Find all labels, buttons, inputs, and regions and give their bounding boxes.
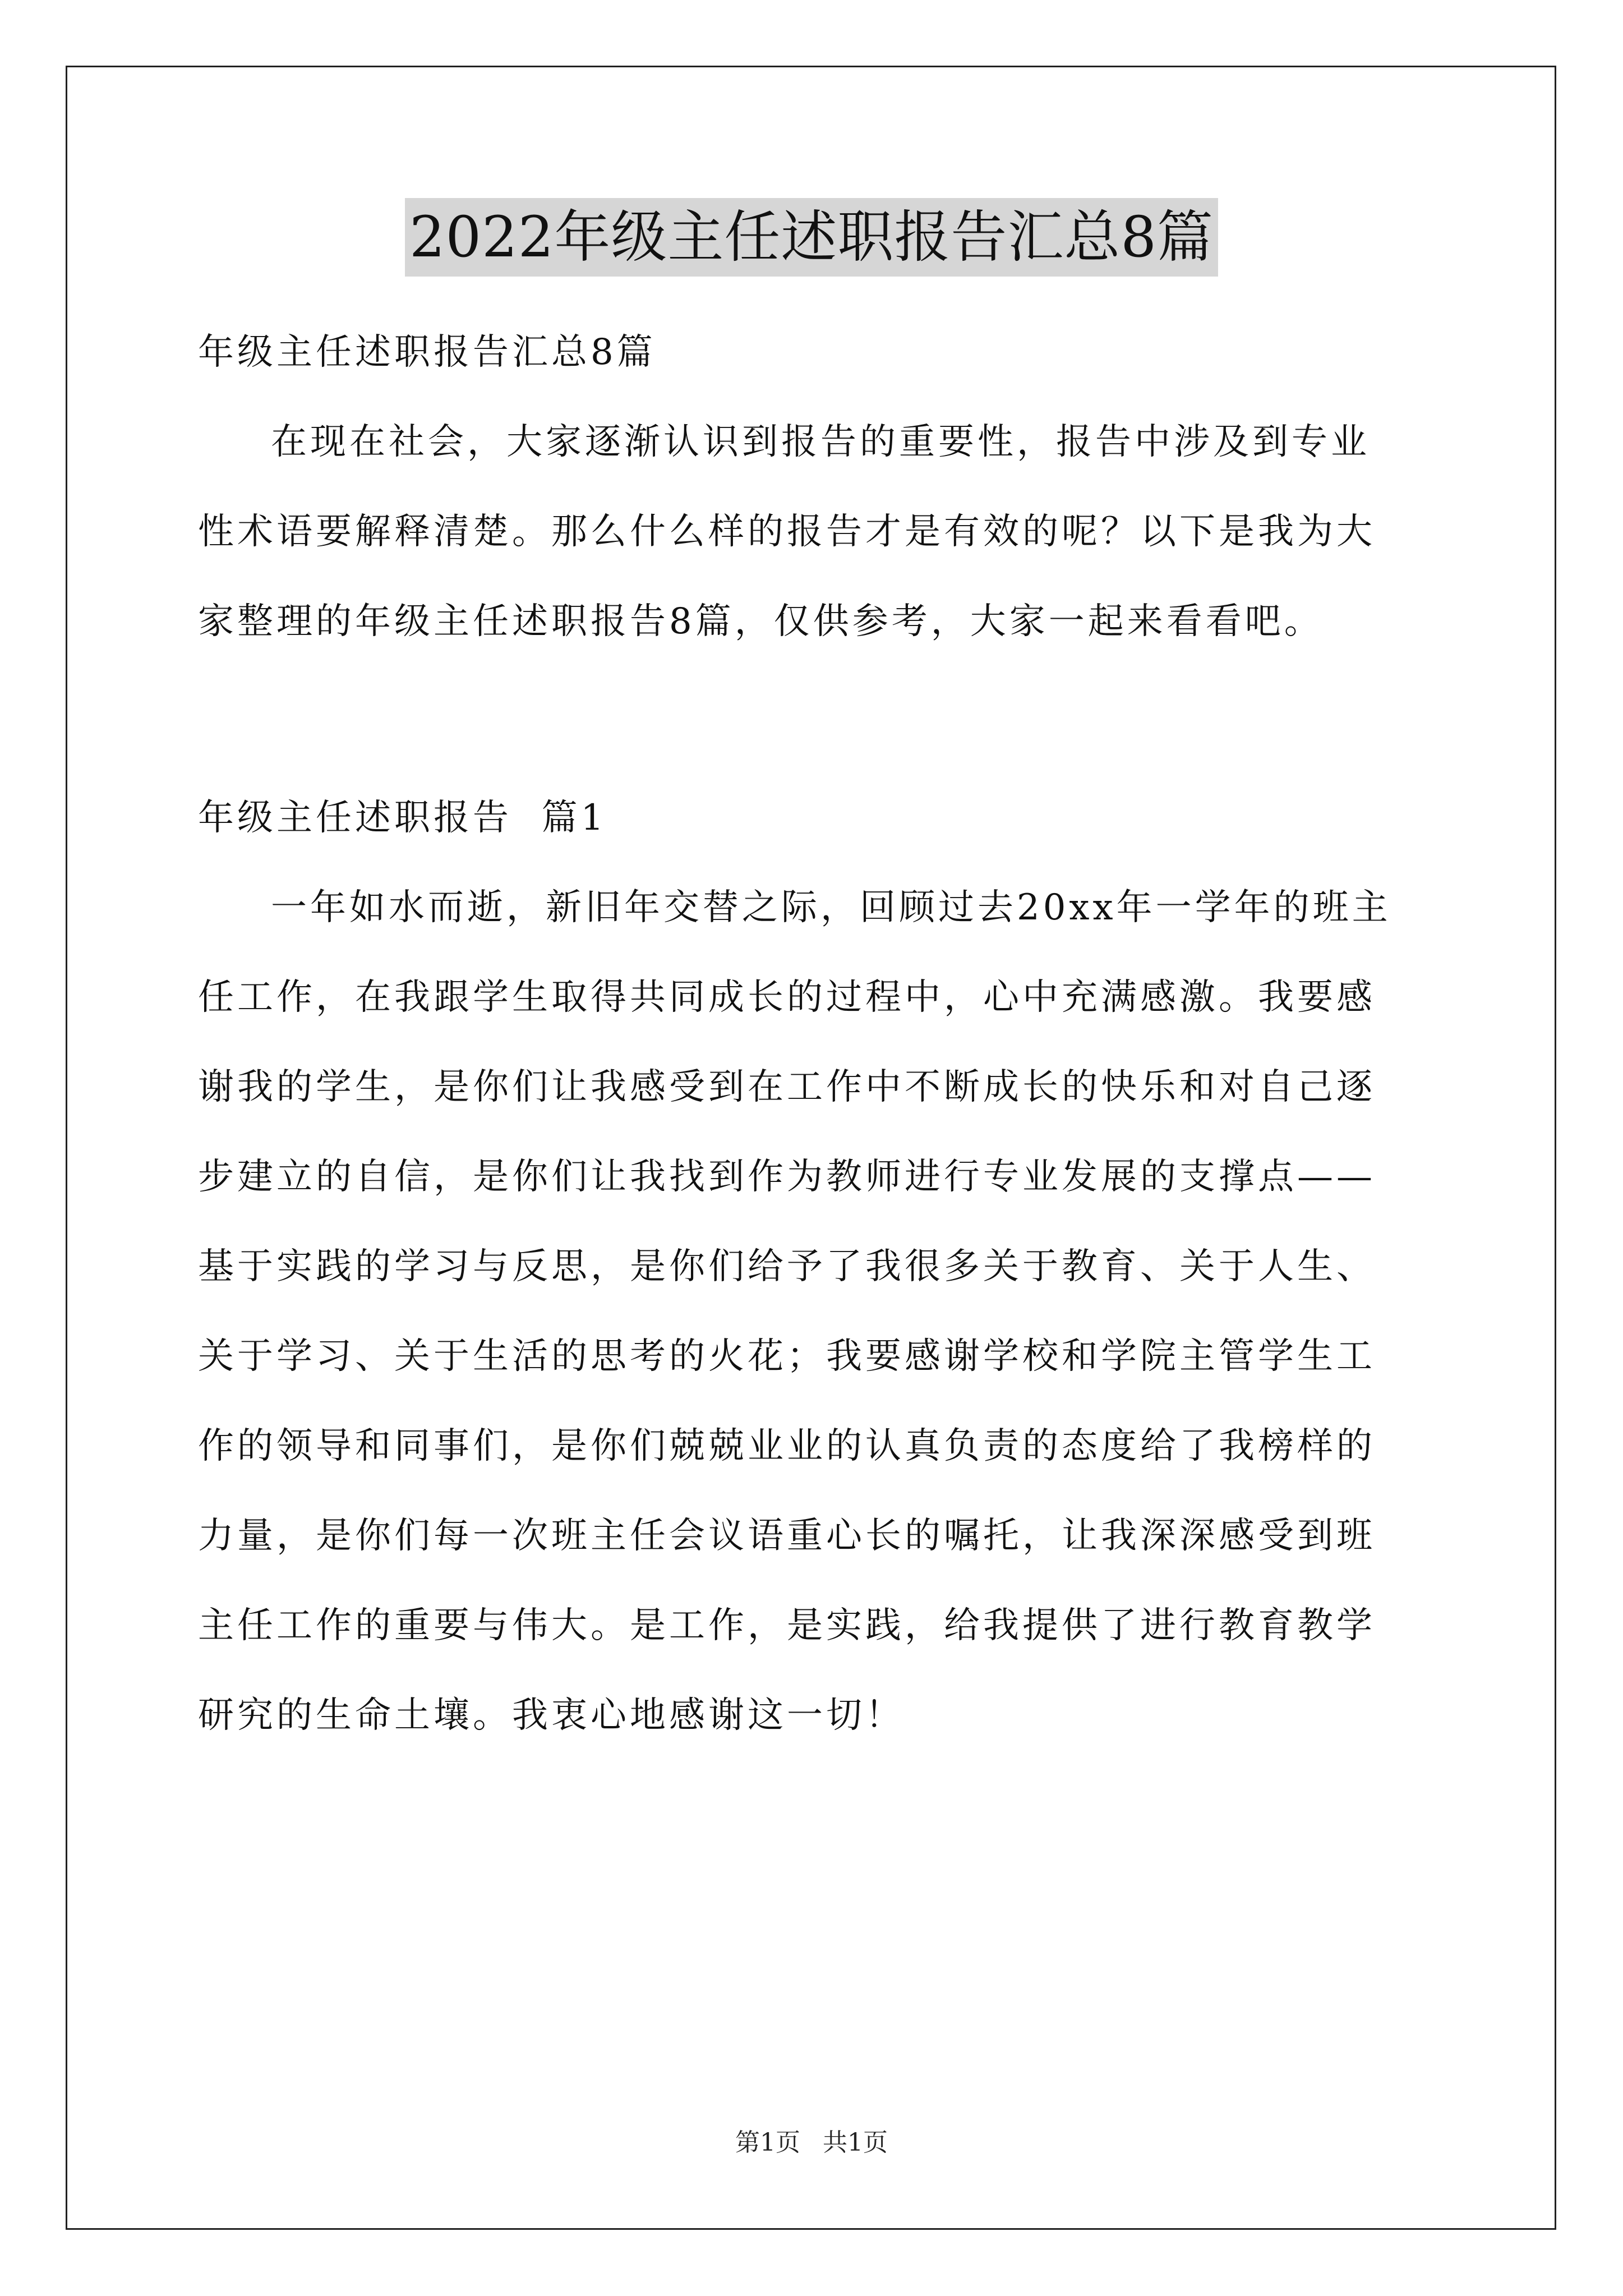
body-line: 步建立的自信，是你们让我找到作为教师进行专业发展的支撑点—— [198,1156,1376,1198]
document-body [198,307,1426,1760]
page-total: 共1页 [823,2128,888,2157]
page-number: 第1页 [735,2128,800,2157]
intro-line: 在现在社会，大家逐渐认识到报告的重要性，报告中涉及到专业 [271,421,1370,463]
section-gap [198,666,1426,773]
body-line: 基于实践的学习与反思，是你们给予了我很多关于教育、关于人生、 [198,1246,1376,1287]
document-title: 2022年级主任述职报告汇总8篇 [405,198,1218,277]
subtitle: 年级主任述职报告汇总8篇 [198,332,656,373]
body-line: 作的领导和同事们，是你们兢兢业业的认真负责的态度给了我榜样的 [198,1425,1376,1467]
section-heading: 年级主任述职报告 篇1 [198,797,607,839]
intro-line: 性术语要解释清楚。那么什么样的报告才是有效的呢？以下是我为大 [198,511,1376,553]
body-line: 任工作，在我跟学生取得共同成长的过程中，心中充满感激。我要感 [198,977,1376,1018]
body-line: 力量，是你们每一次班主任会议语重心长的嘱托，让我深深感受到班 [198,1515,1376,1557]
intro-line: 家整理的年级主任述职报告8篇，仅供参考，大家一起来看看吧。 [198,601,1324,642]
page-footer [0,2126,1623,2160]
body-line: 研究的生命土壤。我衷心地感谢这一切！ [198,1695,905,1736]
body-line: 一年如水而逝，新旧年交替之际，回顾过去20xx年一学年的班主 [271,887,1391,928]
body-line: 关于学习、关于生活的思考的火花；我要感谢学校和学院主管学生工 [198,1336,1376,1377]
body-line: 谢我的学生，是你们让我感受到在工作中不断成长的快乐和对自己逐 [198,1066,1376,1108]
body-line: 主任工作的重要与伟大。是工作，是实践，给我提供了进行教育教学 [198,1605,1376,1646]
title-wrap [0,198,1623,277]
